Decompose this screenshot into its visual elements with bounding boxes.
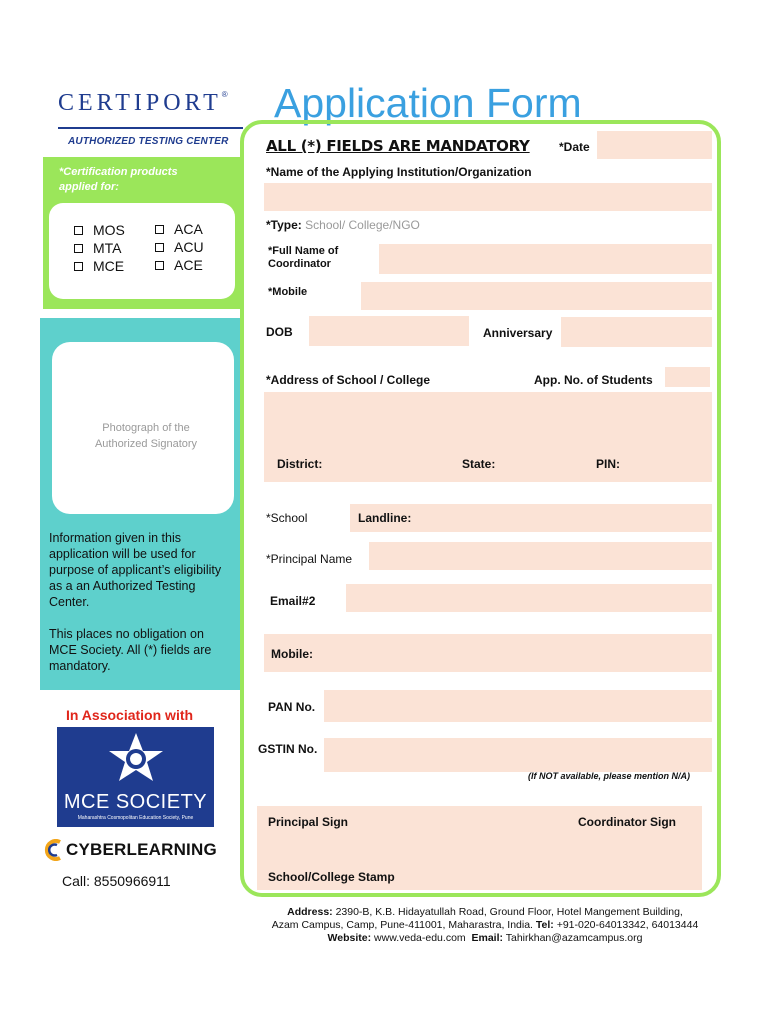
product-mce[interactable] xyxy=(74,258,124,274)
date-label: *Date xyxy=(559,140,590,154)
photo-box[interactable] xyxy=(52,342,234,514)
mce-society-sub: Maharashtra Cosmopolitan Education Society, Pune xyxy=(77,815,194,821)
checkbox-ace[interactable] xyxy=(155,261,164,270)
type-label-text: *Type: xyxy=(266,218,302,232)
certification-label: *Certification products applied for: xyxy=(59,166,178,193)
gstin-field[interactable] xyxy=(324,738,712,772)
mobile-field[interactable] xyxy=(361,282,712,310)
footer-website-label: Website: xyxy=(327,932,372,944)
email-label: Email#2 xyxy=(270,594,316,608)
mce-society-logo xyxy=(57,727,214,827)
atc-divider xyxy=(58,127,243,129)
photo-placeholder: Photograph of the Authorized Signatory xyxy=(94,422,198,450)
stamp-label: School/College Stamp xyxy=(268,870,395,884)
footer-line-1 xyxy=(240,906,730,919)
mandatory-heading: ALL (*) FIELDS ARE MANDATORY xyxy=(266,137,530,155)
type-options: School/ College/NGO xyxy=(305,218,420,232)
principal-label: *Principal Name xyxy=(266,552,353,566)
product-mos[interactable] xyxy=(74,222,125,238)
address-label: *Address of School / College xyxy=(266,373,431,387)
product-mce-label: MCE xyxy=(93,258,125,274)
info-text-2: This places no obligation on MCE Society. All (*) fields are mandatory. xyxy=(49,627,212,673)
gstin-label: GSTIN No. xyxy=(258,742,318,756)
anniversary-field[interactable] xyxy=(561,317,712,347)
institution-field[interactable] xyxy=(264,183,712,211)
footer-line-2 xyxy=(240,919,730,932)
pin-label: PIN: xyxy=(596,457,620,471)
product-acu-label: ACU xyxy=(174,239,204,255)
footer-address-line2: Azam Campus, Camp, Pune-411001, Maharastra, India. xyxy=(271,919,536,931)
product-aca-label: ACA xyxy=(174,221,203,237)
anniversary-label: Anniversary xyxy=(483,326,553,340)
footer xyxy=(240,906,730,945)
product-mta-label: MTA xyxy=(93,240,122,256)
association-label: In Association with xyxy=(66,707,194,723)
product-acu[interactable] xyxy=(155,239,204,255)
mce-society-name: MCE SOCIETY xyxy=(63,791,208,813)
product-mta[interactable] xyxy=(74,240,122,256)
principal-field[interactable] xyxy=(369,542,712,570)
students-label: App. No. of Students xyxy=(534,373,653,387)
form-title: Application Form xyxy=(274,80,582,126)
call-number: Call: 8550966911 xyxy=(62,873,171,889)
footer-email[interactable]: Tahirkhan@azamcampus.org xyxy=(503,932,643,944)
info-text-1: Information given in this application will be used for purpose of applicant’s eligibility as a an Authorized Testing Center. xyxy=(49,531,222,609)
checkbox-mos[interactable] xyxy=(74,226,83,235)
footer-tel: +91-020-64013342, 64013444 xyxy=(553,919,699,931)
cyberlearning-swoosh-icon xyxy=(44,839,64,861)
checkbox-mta[interactable] xyxy=(74,244,83,253)
coordinator-sign-label: Coordinator Sign xyxy=(578,815,676,829)
state-label: State: xyxy=(462,457,496,471)
principal-sign-label: Principal Sign xyxy=(268,815,349,829)
footer-email-label: Email: xyxy=(471,932,504,944)
checkbox-acu[interactable] xyxy=(155,243,164,252)
checkbox-aca[interactable] xyxy=(155,225,164,234)
certiport-wordmark: CERTIPORT xyxy=(58,90,222,116)
footer-line-3 xyxy=(240,932,730,945)
dob-field[interactable] xyxy=(309,316,469,346)
mobile-label: *Mobile xyxy=(268,286,308,298)
product-aca[interactable] xyxy=(155,221,203,237)
mobile2-label: Mobile: xyxy=(271,647,313,661)
pan-field[interactable] xyxy=(324,690,712,722)
landline-label: Landline: xyxy=(358,511,412,525)
cyberlearning-wordmark: CYBERLEARNING xyxy=(66,840,217,859)
footer-website[interactable]: www.veda-edu.com xyxy=(371,932,466,944)
product-ace-label: ACE xyxy=(174,257,203,273)
institution-label: *Name of the Applying Institution/Organization xyxy=(266,165,532,179)
pan-label: PAN No. xyxy=(268,700,316,714)
footer-address-line1: 2390-B, K.B. Hidayatullah Road, Ground Floor, Hotel Mangement Building, xyxy=(332,906,683,918)
coordinator-field[interactable] xyxy=(379,244,712,274)
coordinator-label: *Full Name of Coordinator xyxy=(268,245,339,270)
registered-mark: ® xyxy=(221,90,228,99)
product-mos-label: MOS xyxy=(93,222,125,238)
certiport-logo xyxy=(58,90,248,126)
na-note: (If NOT available, please mention N/A) xyxy=(528,771,691,781)
date-field[interactable] xyxy=(597,131,712,159)
footer-tel-label: Tel: xyxy=(535,919,554,931)
students-field[interactable] xyxy=(665,367,710,387)
certification-panel xyxy=(43,157,243,309)
district-label: District: xyxy=(277,457,323,471)
product-ace[interactable] xyxy=(155,257,203,273)
school-label: *School xyxy=(266,511,308,525)
type-label xyxy=(266,218,420,232)
mobile2-field[interactable] xyxy=(264,634,712,672)
email-field[interactable] xyxy=(346,584,712,612)
star-emblem-icon xyxy=(101,731,171,791)
atc-label: AUTHORIZED TESTING CENTER xyxy=(68,136,229,147)
checkbox-mce[interactable] xyxy=(74,262,83,271)
dob-label: DOB xyxy=(266,325,293,339)
info-panel xyxy=(40,318,242,690)
cyberlearning-logo xyxy=(44,838,217,862)
footer-address-label: Address: xyxy=(287,906,333,918)
